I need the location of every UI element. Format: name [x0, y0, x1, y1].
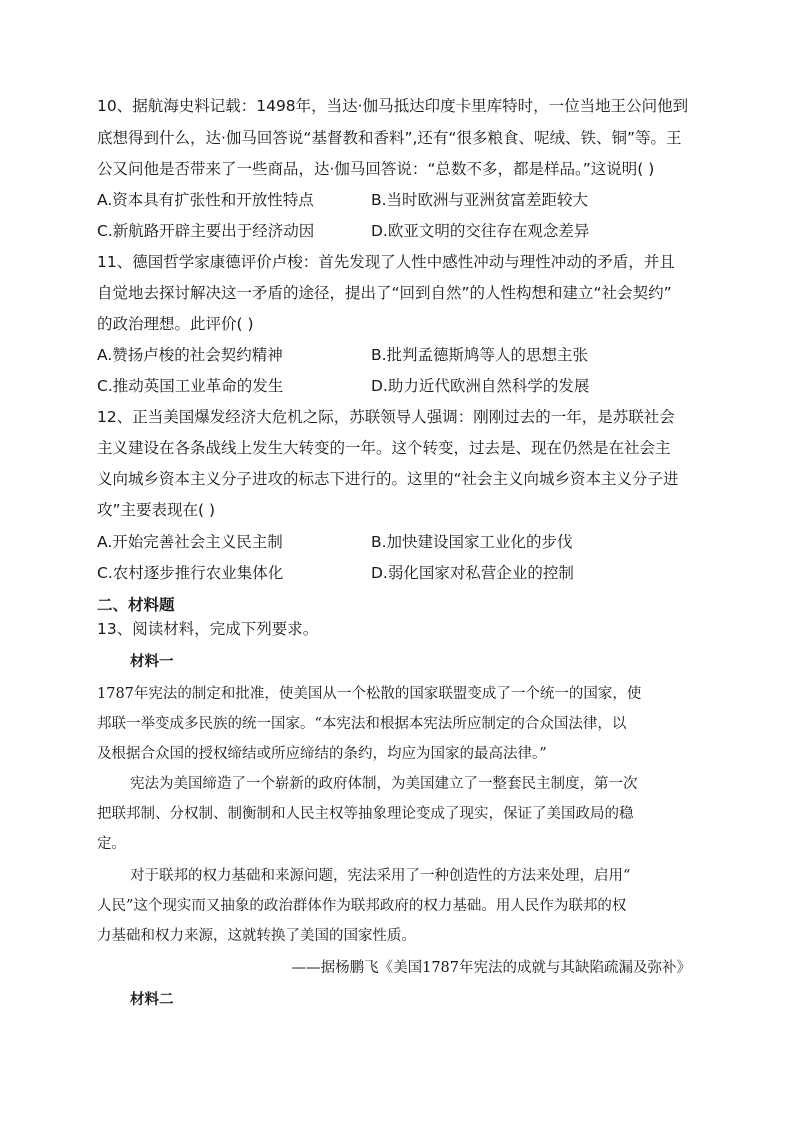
- q10-line-2: 底想得到什么，达·伽马回答说“基督教和香料”,还有“很多粮食、呢绒、铁、铜”等。王: [97, 129, 682, 147]
- material1-line-9: 力基础和权力来源，这就转换了美国的国家性质。: [97, 928, 416, 944]
- material1-line-8: 人民”这个现实而又抽象的政治群体作为联邦政府的权力基础。用人民作为联邦的权: [97, 898, 627, 914]
- q10-line-3: 公又问他是否带来了一些商品，达·伽马回答说：“总数不多，都是样品。”这说明( ): [97, 160, 655, 178]
- q10-option-b[interactable]: B.当时欧洲与亚洲贫富差距较大: [371, 191, 589, 209]
- material1-line-6: 定。: [97, 836, 126, 852]
- q12-option-c[interactable]: C.农村逐步推行农业集体化: [97, 564, 284, 582]
- material1-source: ——据杨鹏飞《美国1787年宪法的成就与其缺陷疏漏及弥补》: [291, 960, 691, 976]
- q11-option-a[interactable]: A.赞扬卢梭的社会契约精神: [97, 346, 283, 364]
- q12-option-a[interactable]: A.开始完善社会主义民主制: [97, 533, 283, 551]
- material1-line-2: 邦联一举变成多民族的统一国家。“本宪法和根据本宪法所应制定的合众国法律，以: [97, 716, 627, 732]
- material1-line-7: 对于联邦的权力基础和来源问题，宪法采用了一种创造性的方法来处理，启用“: [130, 868, 631, 884]
- q13-prompt: 13、阅读材料，完成下列要求。: [97, 620, 319, 638]
- material1-line-4: 宪法为美国缔造了一个崭新的政府体制，为美国建立了一整套民主制度，第一次: [130, 776, 638, 792]
- q12-line-2: 主义建设在各条战线上发生大转变的一年。这个转变，过去是、现在仍然是在社会主: [97, 439, 671, 457]
- material1-line-3: 及根据合众国的授权缔结或所应缔结的条约，均应为国家的最高法律。”: [97, 746, 547, 762]
- q12-line-1: 12、正当美国爆发经济大危机之际，苏联领导人强调：刚刚过去的一年，是苏联社会: [97, 408, 675, 426]
- q10-line-1: 10、据航海史料记载：1498年，当达·伽马抵达印度卡里库特时，一位当地王公问他到: [97, 97, 689, 115]
- q10-option-d[interactable]: D.欧亚文明的交往存在观念差异: [371, 222, 590, 240]
- q12-line-3: 义向城乡资本主义分子进攻的标志下进行的。这里的“社会主义向城乡资本主义分子进: [97, 470, 679, 488]
- material1-title: 材料一: [130, 653, 174, 670]
- q10-option-c[interactable]: C.新航路开辟主要出于经济动因: [97, 222, 315, 240]
- material2-title: 材料二: [130, 991, 174, 1008]
- q10-option-a[interactable]: A.资本具有扩张性和开放性特点: [97, 191, 314, 209]
- q11-line-3: 的政治理想。此评价( ): [97, 315, 254, 333]
- material1-line-1: 1787年宪法的制定和批准，使美国从一个松散的国家联盟变成了一个统一的国家，使: [97, 686, 642, 702]
- q12-line-4: 攻”主要表现在( ): [97, 501, 216, 519]
- q11-line-1: 11、德国哲学家康德评价卢梭：首先发现了人性中感性冲动与理性冲动的矛盾，并且: [97, 253, 675, 271]
- section-heading: 二、材料题: [97, 596, 175, 614]
- q11-option-c[interactable]: C.推动英国工业革命的发生: [97, 377, 284, 395]
- q11-line-2: 自觉地去探讨解决这一矛盾的途径，提出了“回到自然”的人性构想和建立“社会契约”: [97, 284, 672, 302]
- q11-option-b[interactable]: B.批判孟德斯鸠等人的思想主张: [371, 346, 589, 364]
- material1-line-5: 把联邦制、分权制、制衡制和人民主权等抽象理论变成了现实，保证了美国政局的稳: [97, 806, 634, 822]
- q11-option-d[interactable]: D.助力近代欧洲自然科学的发展: [371, 377, 590, 395]
- q12-option-d[interactable]: D.弱化国家对私营企业的控制: [371, 564, 574, 582]
- q12-option-b[interactable]: B.加快建设国家工业化的步伐: [371, 533, 573, 551]
